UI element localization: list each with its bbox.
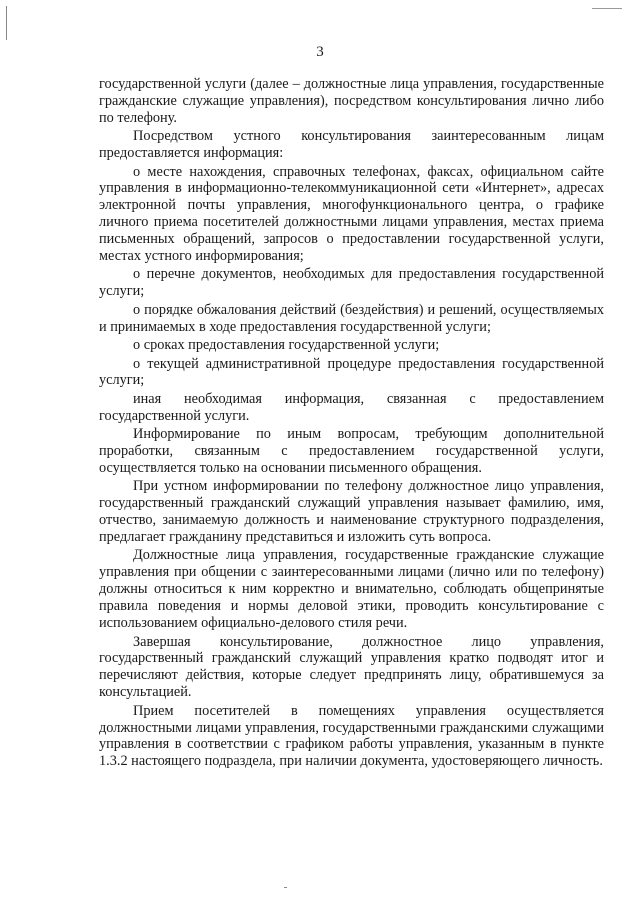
paragraph: о сроках предоставления государственной услуги;: [133, 337, 440, 354]
paragraph: государственной услуги (далее – должностные лица управления, государственные гражданские служащие управления), посредством консультирования лично либо по телефону.: [99, 76, 604, 126]
page-number: 3: [316, 44, 324, 60]
paragraph: Завершая консультирование, должностное лицо управления, государственный гражданский служащий управления кратко подводят итог и перечисляют действия, которые следует предпринять лицу, обратившемуся за консультацией.: [99, 633, 604, 701]
paragraph: о порядке обжалования действий (бездействия) и решений, осуществляемых и принимаемых в ходе предоставления государственной услуги;: [99, 301, 604, 335]
paragraph: о перечне документов, необходимых для предоставления государственной услуги;: [99, 266, 604, 300]
paragraph: При устном информировании по телефону должностное лицо управления, государственный гражданский служащий управления называет фамилию, имя, отчество, занимаемую должность и наименование структурного подразделения, предлагает гражданину представиться и изложить суть вопроса.: [99, 478, 604, 546]
document-body: [99, 76, 604, 772]
paragraph: о месте нахождения, справочных телефонах, факсах, официальном сайте управления в информационно-телекоммуникационной сети «Интернет», адресах электронной почты управления, многофункционального центра, о графике личного приема посетителей должностными лицами управления, местах приема письменных обращений, запросов о предоставлении государственной услуги, местах устного информирования;: [99, 163, 604, 265]
scan-edge-mark: [6, 6, 7, 40]
paragraph: иная необходимая информация, связанная с предоставлением государственной услуги.: [99, 390, 604, 424]
paragraph: Прием посетителей в помещениях управления осуществляется должностными лицами управления, государственными гражданскими служащими управления в соответствии с графиком работы управления, указанным в пункте 1.3.2 настоящего подраздела, при наличии документа, удостоверяющего личность.: [99, 702, 604, 770]
paragraph: о текущей административной процедуре предоставления государственной услуги;: [99, 355, 604, 389]
paragraph: Информирование по иным вопросам, требующим дополнительной проработки, связанным с предоставлением государственной услуги, осуществляется только на основании письменного обращения.: [99, 426, 604, 476]
paragraph: Посредством устного консультирования заинтересованным лицам предоставляется информация:: [99, 128, 604, 162]
scan-edge-mark: [592, 8, 622, 9]
scan-dot-mark: [284, 887, 287, 888]
paragraph: Должностные лица управления, государственные гражданские служащие управления при общении с заинтересованными лицами (лично или по телефону) должны относиться к ним корректно и внимательно, соблюдать общепринятые правила поведения и нормы деловой этики, проводить консультирование с использованием официально-делового стиля речи.: [99, 547, 604, 632]
